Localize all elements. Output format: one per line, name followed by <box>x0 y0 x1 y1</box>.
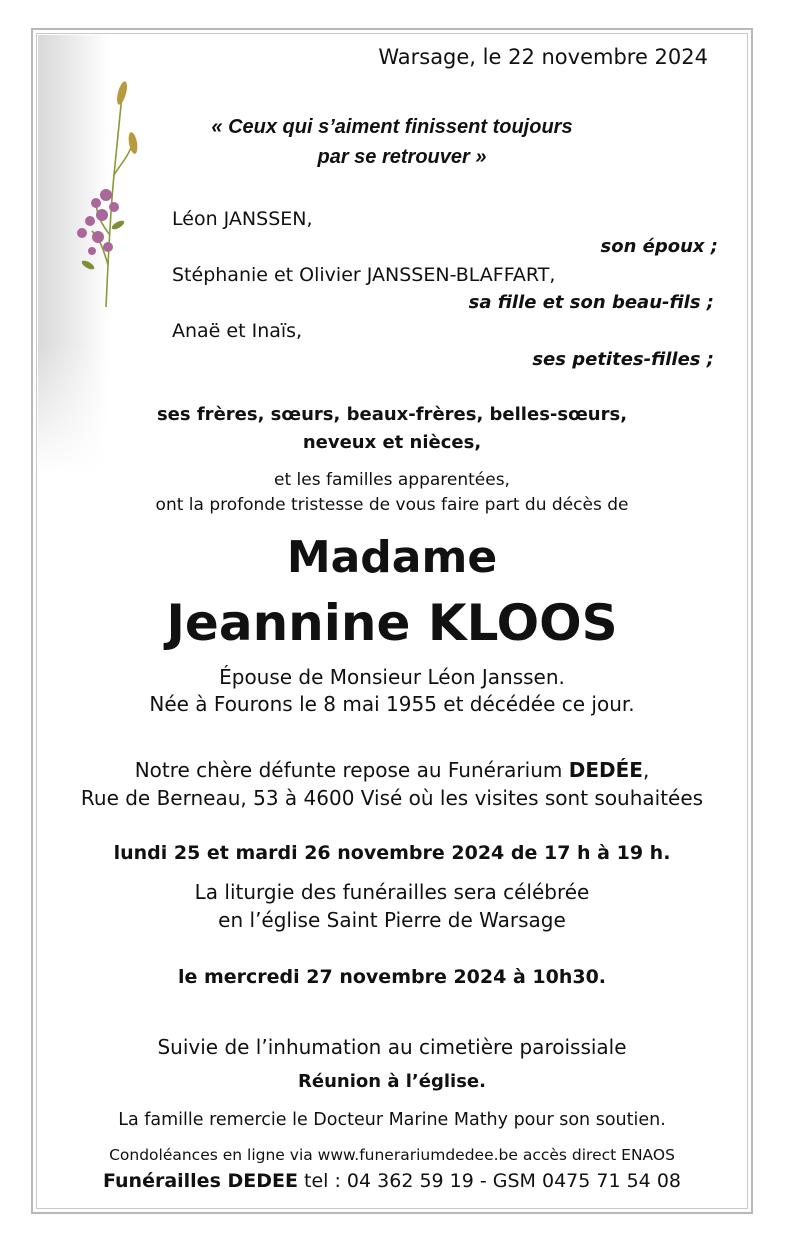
company-name: Funérailles DEDEE <box>102 1170 298 1192</box>
funerarium-name: DEDÉE <box>568 758 643 782</box>
visitation-line-1 <box>36 758 748 782</box>
family-name-3: Anaë et Inaïs, <box>172 320 303 342</box>
burial-line: Suivie de l’inhumation au cimetière paroissiale <box>157 1035 627 1059</box>
family-role-1: son époux ; <box>600 236 718 257</box>
announcement-line-1: et les familles apparentées, <box>274 470 510 490</box>
visitation-dates: lundi 25 et mardi 26 novembre 2024 de 17 h à 19 h. <box>113 842 671 864</box>
liturgy-date: le mercredi 27 novembre 2024 à 10h30. <box>177 966 607 988</box>
liturgy-line-1: La liturgie des funérailles sera célébrée <box>194 880 590 904</box>
siblings-line-2: neveux et nièces, <box>302 432 482 453</box>
siblings-line-1: ses frères, sœurs, beaux-frères, belles-sœurs, <box>156 404 628 425</box>
visitation-suffix: , <box>642 758 650 782</box>
contact-line <box>36 1170 748 1192</box>
date-line: Warsage, le 22 novembre 2024 <box>378 45 708 69</box>
deceased-title: Madame <box>286 532 498 583</box>
family-name-2: Stéphanie et Olivier JANSSEN-BLAFFART, <box>172 264 556 286</box>
family-role-2: sa fille et son beau-fils ; <box>468 292 714 313</box>
contact-details: tel : 04 362 59 19 - GSM 0475 71 54 08 <box>297 1170 681 1192</box>
quote-line-1: « Ceux qui s’aiment finissent toujours <box>211 116 573 138</box>
birth-line: Née à Fourons le 8 mai 1955 et décédée ce jour. <box>149 692 635 716</box>
family-role-3: ses petites-filles ; <box>532 349 714 370</box>
announcement-line-2: ont la profonde tristesse de vous faire part du décès de <box>155 495 629 515</box>
spouse-line: Épouse de Monsieur Léon Janssen. <box>219 665 565 689</box>
flower-illustration <box>62 75 152 315</box>
visitation-prefix: Notre chère défunte repose au Funérarium <box>134 758 569 782</box>
condolences-line: Condoléances en ligne via www.funerariumdedee.be accès direct ENAOS <box>109 1146 675 1164</box>
quote-line-2: par se retrouver » <box>317 146 487 168</box>
deceased-name: Jeannine KLOOS <box>166 594 618 652</box>
family-name-1: Léon JANSSEN, <box>172 208 313 230</box>
liturgy-line-2: en l’église Saint Pierre de Warsage <box>218 908 566 932</box>
visitation-line-2: Rue de Berneau, 53 à 4600 Visé où les visites sont souhaitées <box>80 786 704 810</box>
meeting-line: Réunion à l’église. <box>298 1071 486 1092</box>
thanks-line: La famille remercie le Docteur Marine Mathy pour son soutien. <box>118 1110 666 1130</box>
